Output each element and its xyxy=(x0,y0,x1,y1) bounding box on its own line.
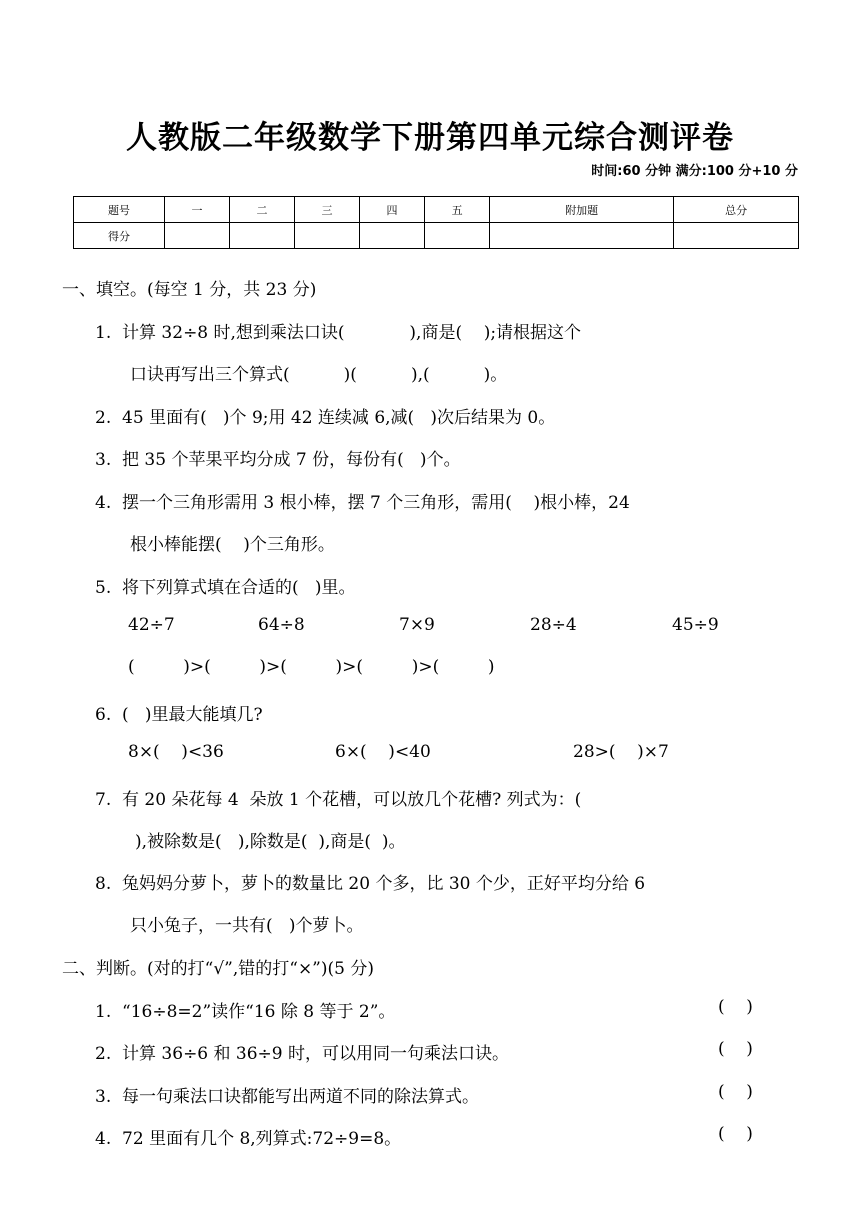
exam-meta: 时间:60 分钟 满分:100 分+10 分 xyxy=(591,164,798,179)
question-4-line-1: 4. 摆一个三角形需用 3 根小棒，摆 7 个三角形，需用( )根小棒，24 xyxy=(95,493,630,513)
question-3: 3. 把 35 个苹果平均分成 7 份，每份有( )个。 xyxy=(95,450,461,470)
score-input-cell[interactable] xyxy=(295,223,360,249)
score-input-cell[interactable] xyxy=(425,223,490,249)
section-heading: 一、填空。(每空 1 分，共 23 分) xyxy=(62,280,317,300)
table-cell: 一 xyxy=(165,197,230,223)
score-input-cell[interactable] xyxy=(360,223,425,249)
question-7-line-1: 7. 有 20 朵花每 4 朵放 1 个花槽，可以放几个花槽? 列式为：( xyxy=(95,790,582,810)
expression: 7×9 xyxy=(399,615,435,635)
question-1-line-1: 1. 计算 32÷8 时,想到乘法口诀( ),商是( );请根据这个 xyxy=(95,323,582,343)
section-heading: 二、判断。(对的打“√”,错的打“×”)(5 分) xyxy=(62,959,374,979)
question-5: 5. 将下列算式填在合适的( )里。 xyxy=(95,578,356,598)
score-input-cell[interactable] xyxy=(490,223,674,249)
score-table-header-row xyxy=(74,197,799,223)
question-8-line-1: 8. 兔妈妈分萝卜，萝卜的数量比 20 个多，比 30 个少，正好平均分给 6 xyxy=(95,874,646,894)
judgement-item: 4. 72 里面有几个 8,列算式:72÷9=8。 xyxy=(95,1129,402,1149)
expression: 28÷4 xyxy=(530,615,577,635)
question-6: 6. ( )里最大能填几? xyxy=(95,705,263,725)
ordering-blanks: ( )>( )>( )>( )>( ) xyxy=(128,657,495,677)
score-table-score-row xyxy=(74,223,799,249)
score-input-cell[interactable] xyxy=(165,223,230,249)
table-cell: 附加题 xyxy=(490,197,674,223)
inequality: 6×( )<40 xyxy=(335,742,431,762)
table-cell: 三 xyxy=(295,197,360,223)
page-title: 人教版二年级数学下册第四单元综合测评卷 xyxy=(126,120,734,156)
score-input-cell[interactable] xyxy=(230,223,295,249)
answer-blank[interactable]: ( ) xyxy=(718,1082,753,1102)
table-cell: 四 xyxy=(360,197,425,223)
question-1-line-2: 口诀再写出三个算式( )( ),( )。 xyxy=(130,365,508,385)
table-cell: 二 xyxy=(230,197,295,223)
inequality: 28>( )×7 xyxy=(573,742,669,762)
answer-blank[interactable]: ( ) xyxy=(718,1124,753,1144)
score-table xyxy=(73,196,799,249)
score-input-cell[interactable] xyxy=(674,223,799,249)
question-2: 2. 45 里面有( )个 9;用 42 连续减 6,减( )次后结果为 0。 xyxy=(95,408,556,428)
expression: 45÷9 xyxy=(672,615,719,635)
answer-blank[interactable]: ( ) xyxy=(718,1039,753,1059)
table-cell: 总分 xyxy=(674,197,799,223)
question-4-line-2: 根小棒能摆( )个三角形。 xyxy=(130,535,335,555)
question-7-line-2: ),被除数是( ),除数是( ),商是( )。 xyxy=(135,832,406,852)
inequality: 8×( )<36 xyxy=(128,742,224,762)
expression: 42÷7 xyxy=(128,615,175,635)
answer-blank[interactable]: ( ) xyxy=(718,997,753,1017)
question-8-line-2: 只小兔子，一共有( )个萝卜。 xyxy=(130,916,364,936)
expression: 64÷8 xyxy=(258,615,305,635)
table-cell: 得分 xyxy=(74,223,165,249)
judgement-item: 3. 每一句乘法口诀都能写出两道不同的除法算式。 xyxy=(95,1087,480,1107)
table-cell: 五 xyxy=(425,197,490,223)
table-cell: 题号 xyxy=(74,197,165,223)
judgement-item: 1. “16÷8=2”读作“16 除 8 等于 2”。 xyxy=(95,1002,396,1022)
judgement-item: 2. 计算 36÷6 和 36÷9 时，可以用同一句乘法口诀。 xyxy=(95,1044,510,1064)
